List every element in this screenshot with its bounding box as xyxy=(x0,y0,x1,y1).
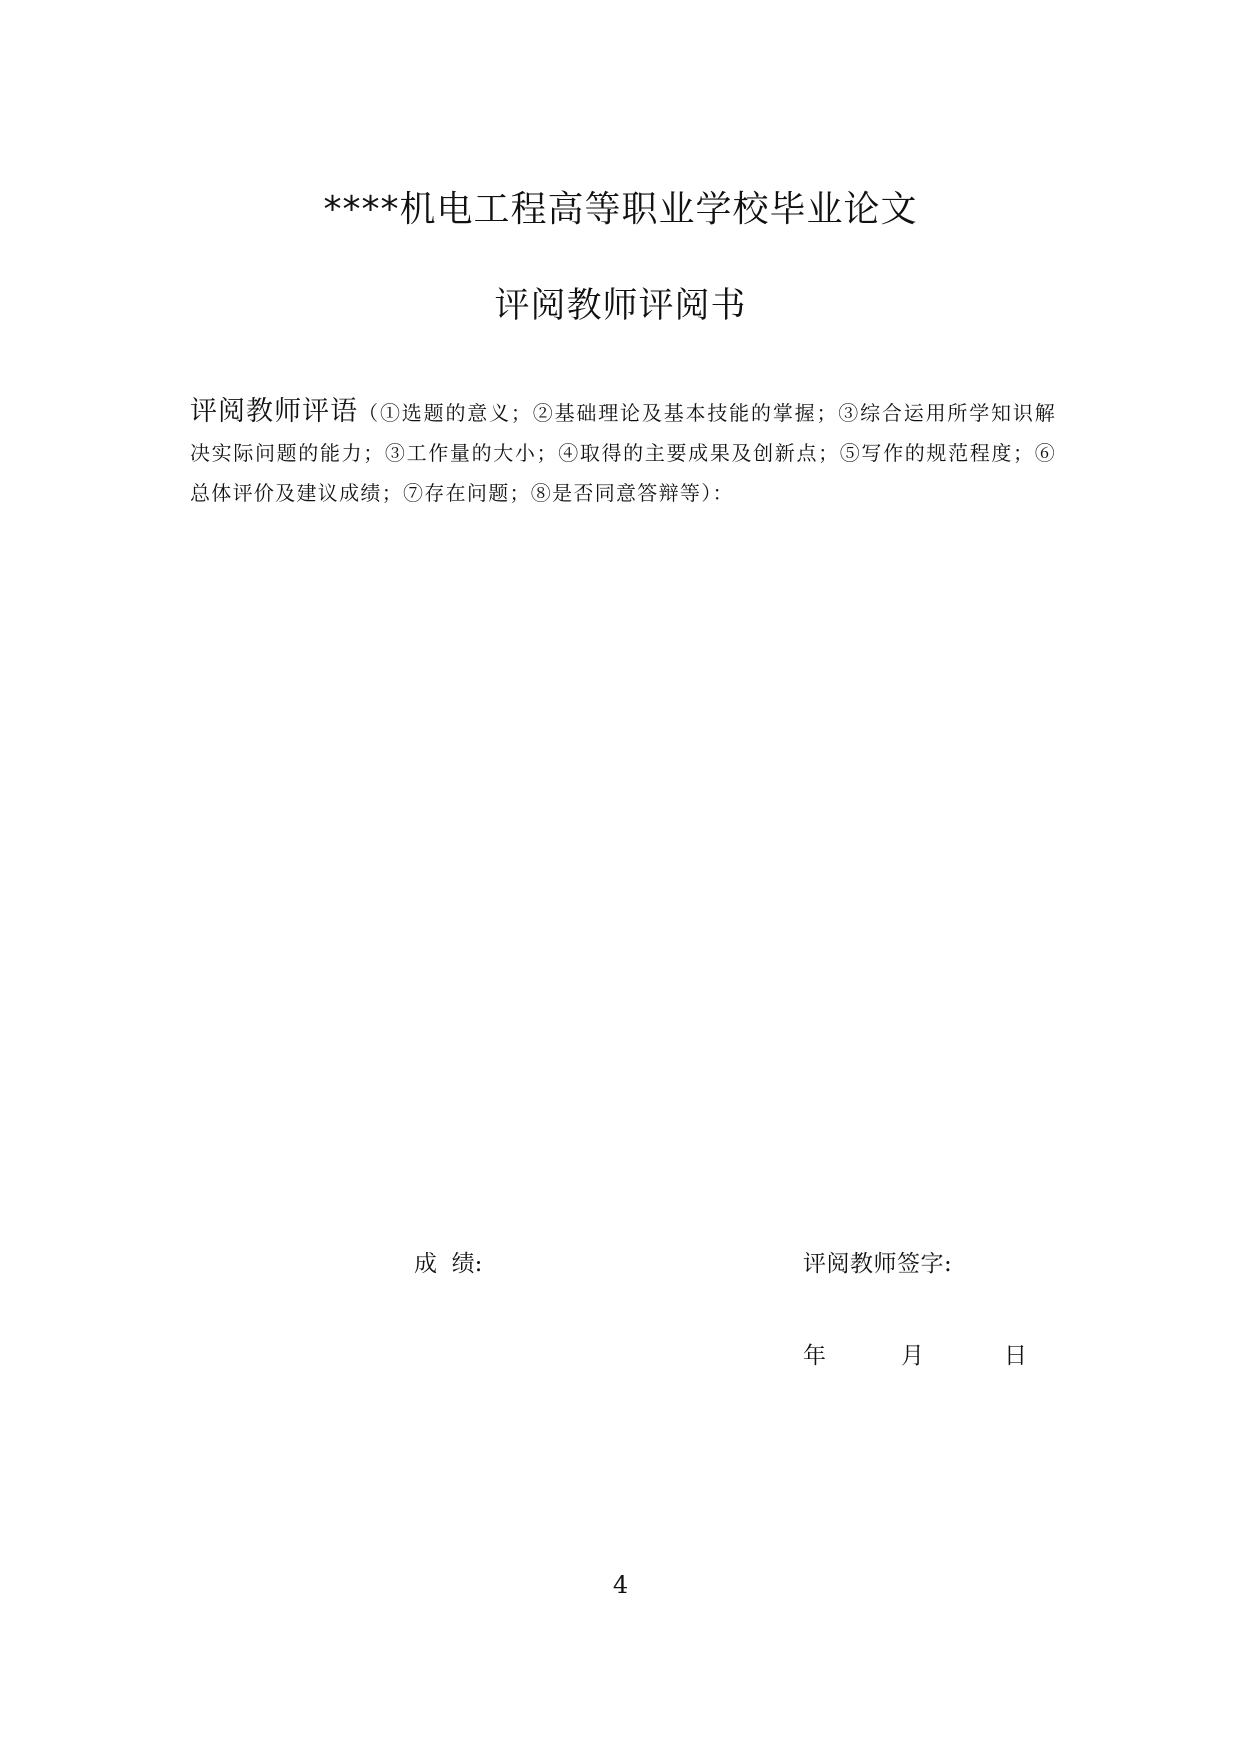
reviewer-comments-instructions: （①选题的意义；②基础理论及基本技能的掌握；③综合运用所学知识解决实际问题的能力；③工作量的大小；④取得的主要成果及创新点；⑤写作的规范程度；⑥总体评价及建议成绩；⑦存在问题；⑧是否同意答辩等）： xyxy=(190,401,1057,505)
date-day-label: 日 xyxy=(1004,1343,1027,1369)
reviewer-comments-heading: 评阅教师评语 xyxy=(190,396,359,427)
reviewer-comments-section xyxy=(190,392,1056,513)
date-year-label: 年 xyxy=(803,1343,826,1369)
page-number: 4 xyxy=(612,1571,629,1599)
document-title: ****机电工程高等职业学校毕业论文 xyxy=(323,189,918,230)
reviewer-signature-label: 评阅教师签字: xyxy=(803,1251,953,1277)
grade-label: 成 绩: xyxy=(414,1251,483,1277)
document-subtitle: 评阅教师评阅书 xyxy=(494,286,747,326)
date-month-label: 月 xyxy=(901,1343,924,1369)
